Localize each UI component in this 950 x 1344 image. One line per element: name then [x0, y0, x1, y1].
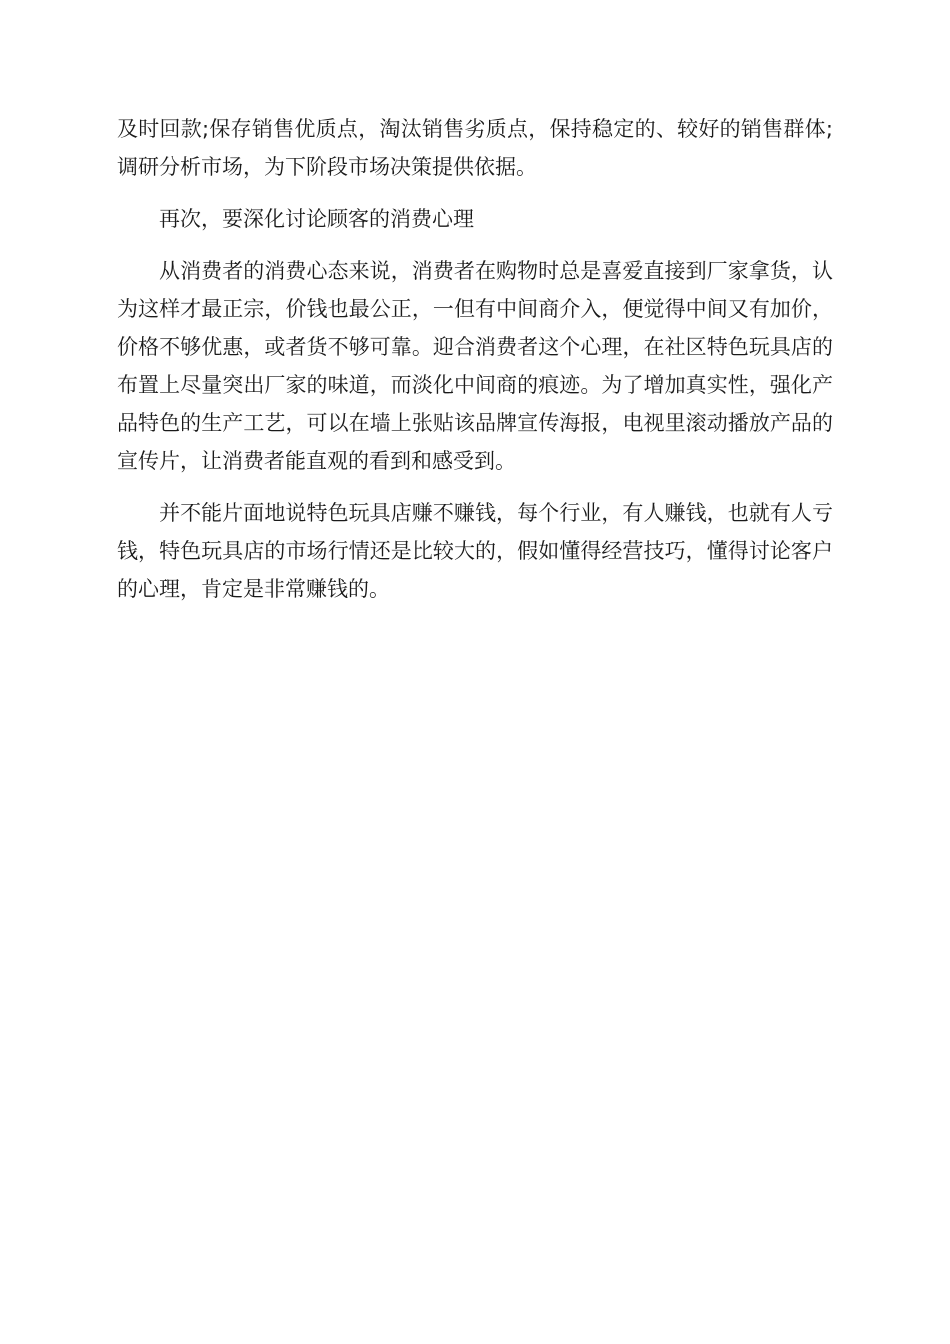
paragraph-consumer-mindset: 从消费者的消费心态来说，消费者在购物时总是喜爱直接到厂家拿货，认为这样才最正宗，价钱也最公正，一但有中间商介入，便觉得中间又有加价，价格不够优惠，或者货不够可靠。迎合消费者这个心理，在社区特色玩具店的布置上尽量突出厂家的味道，而淡化中间商的痕迹。为了增加真实性，强化产品特色的生产工艺，可以在墙上张贴该品牌宣传海报，电视里滚动播放产品的宣传片，让消费者能直观的看到和感受到。 [117, 259, 833, 473]
document-body [117, 110, 833, 622]
paragraph-continuation: 及时回款;保存销售优质点，淘汰销售劣质点，保持稳定的、较好的销售群体;调研分析市场，为下阶段市场决策提供依据。 [117, 117, 833, 179]
paragraph-heading-consumer-psychology: 再次，要深化讨论顾客的消费心理 [159, 207, 474, 231]
paragraph-conclusion: 并不能片面地说特色玩具店赚不赚钱，每个行业，有人赚钱，也就有人亏钱，特色玩具店的市场行情还是比较大的，假如懂得经营技巧，懂得讨论客户的心理，肯定是非常赚钱的。 [117, 501, 833, 601]
